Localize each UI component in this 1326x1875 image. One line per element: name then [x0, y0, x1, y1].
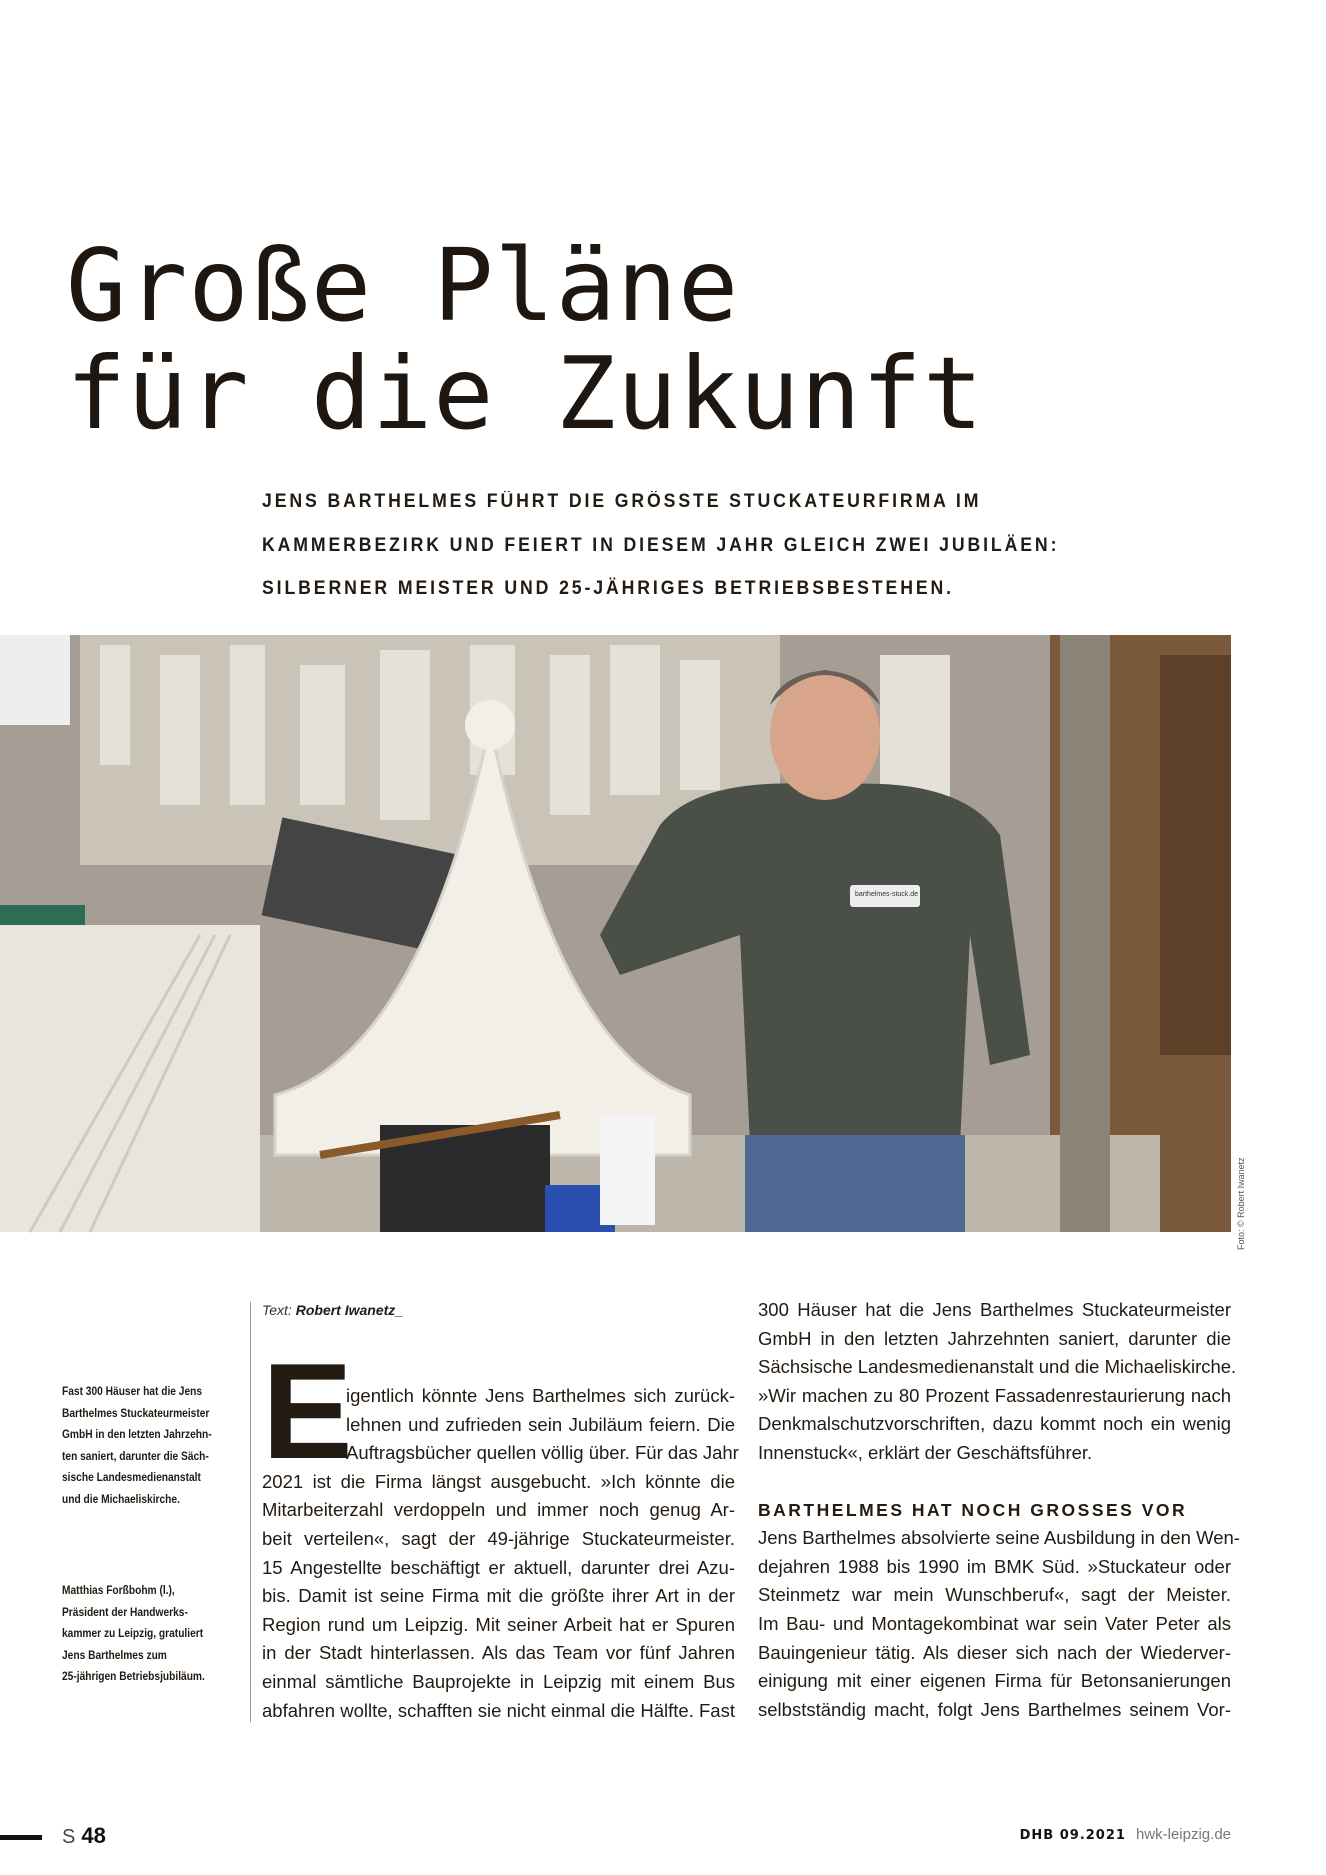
column-divider	[250, 1302, 251, 1722]
body-line: Mitarbeiterzahl verdoppeln und immer noch genug Ar-	[262, 1499, 735, 1521]
workshop-photo-illustration	[0, 635, 1231, 1232]
page-prefix: S	[62, 1826, 76, 1848]
body-line: Denkmalschutzvorschriften, dazu kommt noch ein wenig	[758, 1413, 1231, 1435]
article-subtitle	[262, 480, 1060, 611]
caption-line: kammer zu Leipzig, gratuliert	[62, 1626, 204, 1640]
body-column-1	[262, 1382, 739, 1725]
article-title	[66, 227, 985, 452]
body-line: igentlich könnte Jens Barthelmes sich zurück-	[346, 1385, 735, 1406]
caption-line: Matthias Forßbohm (l.),	[62, 1583, 175, 1597]
caption-line: Fast 300 Häuser hat die Jens	[62, 1384, 203, 1398]
body-line: 2021 ist die Firma längst ausgebucht. »Ich könnte die	[262, 1470, 735, 1492]
body-line: Sächsische Landesmedienanstalt und die Michaeliskirche.	[758, 1356, 1237, 1378]
body-line: einigung mit einer eigenen Firma für Betonsanierungen	[758, 1670, 1231, 1692]
caption-line: Präsident der Handwerks-	[62, 1604, 188, 1619]
body-line: Steinmetz war mein Wunschberuf«, sagt der Meister.	[758, 1584, 1231, 1606]
caption-line: und die Michaeliskirche.	[62, 1491, 180, 1506]
body-line: einmal sämtliche Bauprojekte in Leipzig mit einem Bus	[262, 1670, 735, 1692]
body-line: bis. Damit ist seine Firma mit die größte ihrer Art in der	[262, 1585, 735, 1607]
body-line: GmbH in den letzten Jahrzehnten saniert, darunter die	[758, 1327, 1231, 1349]
byline	[262, 1302, 403, 1318]
body-line: Innenstuck«, erklärt der Geschäftsführer.	[758, 1441, 1093, 1463]
subtitle-line: JENS BARTHELMES FÜHRT DIE GRÖSSTE STUCKATEURFIRMA IM	[262, 491, 982, 512]
body-line: Auftragsbücher quellen völlig über. Für das Jahr	[346, 1442, 739, 1464]
body-line: abfahren wollte, schafften sie nicht einmal die Hälfte. Fast	[262, 1699, 735, 1721]
caption-line: Barthelmes Stuckateurmeister	[62, 1405, 210, 1420]
body-line: 15 Angestellte beschäftigt er aktuell, darunter drei Azu-	[262, 1556, 735, 1578]
title-line-2: für die Zukunft	[66, 335, 985, 452]
website-link[interactable]: hwk-leipzig.de	[1135, 1826, 1231, 1843]
caption-line: Jens Barthelmes zum	[62, 1647, 167, 1662]
photo-credit: Foto: © Robert Iwanetz	[1236, 1157, 1246, 1250]
footer-right	[1020, 1826, 1231, 1843]
body-line: Im Bau- und Montagekombinat war sein Vater Peter als	[758, 1612, 1231, 1634]
drop-cap: E	[262, 1335, 353, 1487]
subtitle-line: KAMMERBEZIRK UND FEIERT IN DIESEM JAHR GLEICH ZWEI JUBILÄEN:	[262, 534, 1060, 556]
body-line: selbstständig macht, folgt Jens Barthelmes seinem Vor-	[758, 1698, 1231, 1720]
byline-label: Text:	[262, 1302, 292, 1318]
body-line: dejahren 1988 bis 1990 im BMK Süd. »Stuckateur oder	[758, 1555, 1231, 1577]
body-line: in der Stadt hinterlassen. Als das Team vor fünf Jahren	[262, 1642, 735, 1664]
body-column-2	[758, 1296, 1240, 1724]
page-number	[62, 1823, 106, 1849]
body-line: lehnen und zufrieden sein Jubiläum feiern. Die	[346, 1413, 735, 1435]
subtitle-line: SILBERNER MEISTER UND 25-JÄHRIGES BETRIEBSBESTEHEN.	[262, 578, 954, 599]
photo-caption-2	[62, 1580, 211, 1688]
page-number-value: 48	[81, 1823, 106, 1848]
article-photo	[0, 635, 1231, 1232]
body-line: Jens Barthelmes absolvierte seine Ausbildung in den Wen-	[758, 1527, 1240, 1549]
body-line: Region rund um Leipzig. Mit seiner Arbeit hat er Spuren	[262, 1613, 735, 1635]
photo-caption-1	[62, 1381, 211, 1510]
section-subheading: BARTHELMES HAT NOCH GROSSES VOR	[758, 1499, 1188, 1520]
body-line: »Wir machen zu 80 Prozent Fassadenrestaurierung nach	[758, 1384, 1231, 1406]
body-line: 300 Häuser hat die Jens Barthelmes Stuckateurmeister	[758, 1299, 1231, 1320]
caption-line: GmbH in den letzten Jahrzehn-	[62, 1427, 212, 1441]
title-line-1: Große Pläne	[66, 227, 740, 344]
body-line: beit verteilen«, sagt der 49-jährige Stuckateurmeister.	[262, 1527, 735, 1549]
footer-bar	[0, 1835, 42, 1840]
body-line: Bauingenieur tätig. Als dieser sich nach der Wiederver-	[758, 1641, 1231, 1663]
byline-author: Robert Iwanetz_	[295, 1302, 404, 1318]
caption-line: ten saniert, darunter die Säch-	[62, 1448, 209, 1463]
issue-label: DHB 09.2021	[1019, 1828, 1126, 1843]
caption-line: sische Landesmedienanstalt	[62, 1470, 201, 1484]
caption-line: 25-jährigen Betriebsjubiläum.	[62, 1669, 205, 1683]
shirt-logo-text: barthelmes-stuck.de	[855, 891, 919, 898]
